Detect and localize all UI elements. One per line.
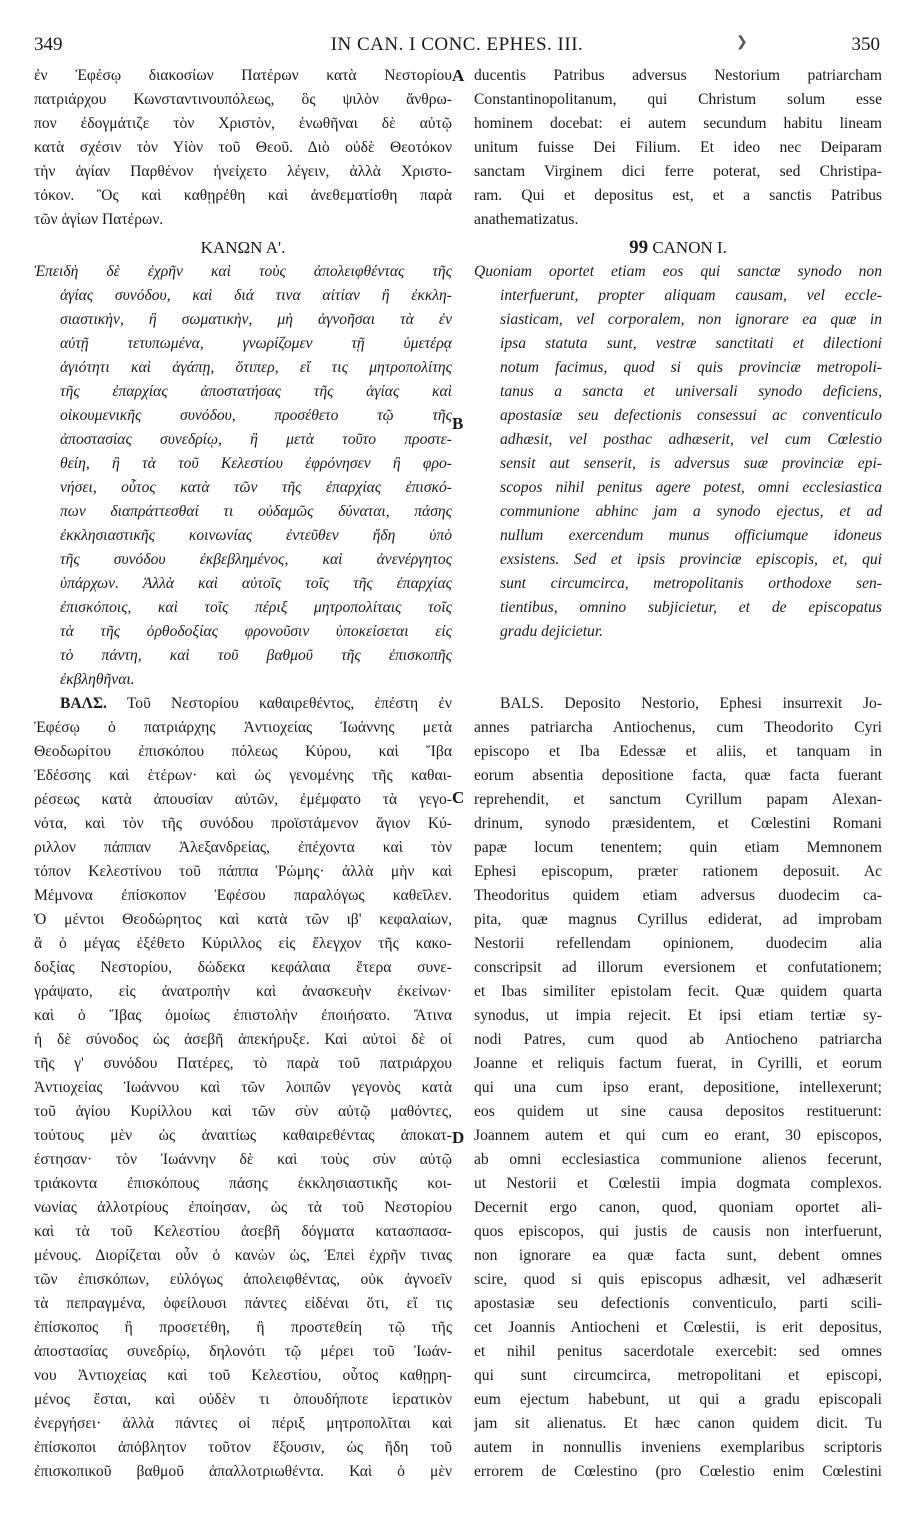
text-line: τῆς γ' συνόδου Πατέρες, τὸ παρὰ τοῦ πατριάρχου [34, 1055, 452, 1072]
text-line: quos episcopos, qui justis de causis non interfuerunt, [474, 1223, 882, 1240]
greek-canon-heading [34, 236, 452, 260]
text-line: qui sunt circumcirca, metropolitani et episcopi, [474, 1367, 882, 1384]
text-line: sanctam Virginem dici ferre poterat, sed Christipa- [474, 163, 882, 180]
margin-letter-d: D [452, 1128, 465, 1147]
text-line: νωνίας ἀλλοτρίους ἐποίησαν, ὡς τὰ τοῦ Νεστορίου [34, 1199, 452, 1216]
latin-intro [474, 64, 882, 232]
margin-letter-b: B [452, 414, 464, 433]
text-line: μένους. Διορίζεται οὖν ὁ κανὼν ὡς, Ἐπεὶ ἐχρῆν τινας [34, 1247, 452, 1264]
text-line: pita, quæ magnus Cyrillus ediderat, ad improbam [474, 911, 882, 928]
page-number-left: 349 [34, 34, 63, 55]
text-line: τὰ πεπραγμένα, ὀφείλουσι πάντες εἰδέναι ὅτι, εἴ τις [34, 1295, 452, 1312]
text-line: τόπον Κελεστίνου τοῦ πάππα Ῥώμης· ἀλλὰ μὴν καὶ [34, 863, 452, 880]
greek-canon-title: ΚΑΝΩΝ Α'. [200, 238, 286, 257]
text-line: annes patriarcha Antiochenus, cum Theodorito Cyri [474, 719, 882, 736]
text-line: ἁγίας συνόδου, καὶ διά τινα αἰτίαν ἢ ἐκκλη- [60, 287, 452, 304]
text-line: drinum, synodo præsidentem, et Cœlestini Romani [474, 815, 882, 832]
text-line: Quoniam oportet etiam eos qui sanctæ synodo non [474, 263, 882, 280]
text-line: conscripsit ad illorum eversionem et confutationem; [474, 959, 882, 976]
text-line: cet Joannis Antiocheni et Cœlestii, is erit depositus, [474, 1319, 882, 1336]
latin-canon-title-line [474, 236, 882, 260]
text-line: ram. Qui et depositus est, et a sanctis Patribus [474, 187, 882, 204]
text-line: ὑπάρχων. Ἀλλὰ καὶ αὐτοῖς τοῖς τῆς ἐπαρχίας [60, 575, 452, 592]
text-line: τόκον. Ὃς καὶ καθῃρέθη καὶ ἀνεθεματίσθη παρὰ [34, 187, 452, 204]
text-line: scire, quod si quis episcopus adhæsit, vel adhæserit [474, 1271, 882, 1288]
text-line: πον ἐδογμάτιζε τὸν Χριστὸν, ἑνωθῆναι δὲ αὐτῷ [34, 115, 452, 132]
text-line: νήσει, οὗτος κατὰ τῶν τῆς ἐπαρχίας ἐπισκό- [60, 479, 452, 496]
text-line [474, 692, 882, 716]
text-line: Ephesi episcopum, præter rationem deposuit. Ac [474, 863, 882, 880]
text-line: Ἀντιοχείας Ἰωάννου καὶ τῶν λοιπῶν γεγονὸς κατὰ [34, 1079, 452, 1096]
text-line: ἐπίσκοποι ἀπόβλητον τοῦτον ἕξουσιν, ὡς ἤδη τοῦ [34, 1439, 452, 1456]
text-line: ἃ ὁ μέγας ἐξέθετο Κύριλλος εἰς ἔλεγχον τῆς κακο- [34, 935, 452, 952]
text-line: ἡ δὲ σύνοδος ὡς ἀσεβῆ ἀπεκήρυξε. Καὶ αὐτοὶ δὲ οἱ [34, 1031, 452, 1048]
text-line: ἐνεργήσει· ἀλλὰ πάντες οἱ πέριξ μητροπολῖται καὶ [34, 1415, 452, 1432]
text-line: θείη, ἢ τὰ τοῦ Κελεστίου ἐφρόνησεν ἢ φρο- [60, 455, 452, 472]
text-line: τοῦ ἁγίου Κυρίλλου καὶ τῶν σὺν αὐτῷ μαθόντες, [34, 1103, 452, 1120]
text-line: γράψατο, εἰς ἀνατροπὴν καὶ ἀνασκευὴν ἐκείνων· [34, 983, 452, 1000]
text-line: ab omni ecclesiastica communione alienos fecerunt, [474, 1151, 882, 1168]
page-number-right: 350 [851, 34, 880, 55]
text-line: τούτους μὲν ὡς ἀναιτίως καθαιρεθέντας ἀποκατ- [34, 1127, 452, 1144]
text-line: nodi Patres, cum quod ab Antiocheno patriarcha [474, 1031, 882, 1048]
running-title: IN CAN. I CONC. EPHES. III. [330, 34, 584, 55]
text-line: καὶ ὁ Ἴβας ὁμοίως ἐπιστολὴν ἐποιήσατο. Ἅτινα [34, 1007, 452, 1024]
text-line: ρέσεως κατὰ ἀπουσίαν αὐτῶν, ἐμέμφατο τὰ γεγο- [34, 791, 452, 808]
text-line: τριάκοντα ἐπισκόπους πάσης ἐκκλησιαστικῆς κοι- [34, 1175, 452, 1192]
text-line: νου Ἀντιοχείας καὶ τοῦ Κελεστίου, οὗτος καθῃρη- [34, 1367, 452, 1384]
text-line: ἀποστασίας συνεδρίῳ, ἢ μετὰ τοῦτο προστε- [60, 431, 452, 448]
text-line: eos quidem ut sine causa depositos restituerunt: [474, 1103, 882, 1120]
text-line: anathematizatus. [474, 211, 579, 228]
latin-canon-title: CANON I. [652, 238, 727, 257]
text-line: τὰ τῆς ὀρθοδοξίας φρονοῦσιν ὑποκείσεται εἰς [60, 623, 452, 640]
text-line: τὴν ἁγίαν Παρθένον ἠνείχετο λέγειν, ἀλλὰ Χριστο- [34, 163, 452, 180]
text-line: eum ejectum habebunt, ut qui a gradu episcopali [474, 1391, 882, 1408]
canon-number: 99 [629, 237, 649, 258]
text-line: episcopo et Iba Edessæ et aliis, et tanquam in [474, 743, 882, 760]
text-line: τὸ πάντη, καὶ τοῦ βαθμοῦ τῆς ἐπισκοπῆς [60, 647, 452, 664]
text-line: ριλλον πάππαν Ἀλεξανδρείας, ἐπέχοντα καὶ τὸν [34, 839, 452, 856]
text-line: Ὁ μέντοι Θεοδώρητος καὶ κατὰ τῶν ιβ' κεφαλαίων, [34, 911, 452, 928]
latin-canon-heading [474, 236, 882, 260]
text-line: τῆς ἐπαρχίας ἀποστατήσας τῆς ἁγίας καὶ [60, 383, 452, 400]
text-line: et nihil penitus sacerdotale exercebit: sed omnes [474, 1343, 882, 1360]
text-line: πων διαπράττεσθαί τι οὐδαμῶς δύναται, πάσης [60, 503, 452, 520]
text-line: siasticam, vel corporalem, non ignorare ea quæ in [500, 311, 882, 328]
text-line: autem in nonnullis inveniens exemplaribus scriptoris [474, 1439, 882, 1456]
text-line: Μέμνονα ἐπίσκοπον Ἐφέσου παραλόγως καθεῖλεν. [34, 887, 452, 904]
text-line: apostasiæ seu defectionis consessui ac conventiculo [500, 407, 882, 424]
text-line: communione abhinc jam a synodo ejectus, et ad [500, 503, 882, 520]
text-line: ἐπίσκοπος ἢ προσετέθη, ἢ προστεθείη τῷ τῆς [34, 1319, 452, 1336]
greek-canon-text [34, 260, 452, 692]
text-line: scopos nihil penitus agere potest, omni ecclesiastica [500, 479, 882, 496]
text-line: nullum exercendum munus officiumque idoneus [500, 527, 882, 544]
text-line: tientibus, omnino subjicietur, et de episcopatus [500, 599, 882, 616]
text-line: καὶ τὰ τοῦ Κελεστίου ἀσεβῆ δόγματα κατασπασα- [34, 1223, 452, 1240]
print-speck: ❯ [736, 35, 748, 50]
text-line: Nestorii refellendam opinionem, duodecim alia [474, 935, 882, 952]
text-line [34, 692, 452, 716]
text-line: interfuerunt, propter aliquam causam, vel eccle- [500, 287, 882, 304]
latin-commentary [474, 692, 882, 1484]
text-line: reprehendit, et sanctum Cyrillum papam Alexan- [474, 791, 882, 808]
text-line: Θεοδωρίτου ἐπισκόπου πόλεως Κύρου, καὶ Ἴβα [34, 743, 452, 760]
text-line: synodus, ut impia rejecit. Et ipsi etiam tertiæ sy- [474, 1007, 882, 1024]
text-line: ἐπισκόποις, καὶ τοῖς πέριξ μητροπολίταις τοῖς [60, 599, 452, 616]
text-line: jam sit alienatus. Et hæc canon quidem dicit. Tu [474, 1415, 882, 1432]
text-line: ἐν Ἐφέσῳ διακοσίων Πατέρων κατὰ Νεστορίου [34, 67, 452, 84]
text-line: ἐκκλησιαστικῆς κοινωνίας ἐντεῦθεν ἤδη ὑπὸ [60, 527, 452, 544]
text-line: Constantinopolitanum, qui Christum solum esse [474, 91, 882, 108]
greek-commentary [34, 692, 452, 1484]
text-line: Ἐδέσσης καὶ ἑτέρων· καὶ ὡς γενομένης τῆς καθαι- [34, 767, 452, 784]
latin-canon-text [474, 260, 882, 644]
text-line: unitum fuisse Dei Filium. Et ideo nec Deiparam [474, 139, 882, 156]
text-line: αὐτῇ τετυπωμένα, γνωρίζομεν τῇ ὑμετέρᾳ [60, 335, 452, 352]
text-line: ἁγιότητι καὶ ἀγάπῃ, ὅτιπερ, εἴ τις μητροπολίτης [60, 359, 452, 376]
text-line: tanus a sancta et universali synodo deficiens, [500, 383, 882, 400]
text-line: papæ locum tenentem; quin etiam Memnonem [474, 839, 882, 856]
text-line: ἐκβληθῆναι. [60, 671, 135, 688]
text-line: τῶν ἁγίων Πατέρων. [34, 211, 164, 228]
text-line: apostasiæ seu defectionis conventiculo, parti scili- [474, 1295, 882, 1312]
text-line: qui una cum ipso erant, depositione, intellexerunt; [474, 1079, 882, 1096]
text-line: ἐπισκοπικοῦ βαθμοῦ ἀπαλλοτριωθέντα. Καὶ ὁ μὲν [34, 1463, 452, 1480]
text-line: νότα, καὶ τὸν τῆς συνόδου προϊστάμενον ἅγιον Κύ- [34, 815, 452, 832]
text-line: Ἐφέσῳ ὁ πατριάρχης Ἀντιοχείας Ἰωάννης μετὰ [34, 719, 452, 736]
margin-letter-a: A [452, 66, 465, 85]
text-line: Joanne et reliquis factum fuerat, in Cyrilli, et eorum [474, 1055, 882, 1072]
text-line: hominem docebat: ei autem secundum habitu lineam [474, 115, 882, 132]
commentary-label: ΒΑΛΣ. [60, 695, 107, 712]
text-line: sensit aut senserit, is adversus suæ provinciæ epi- [500, 455, 882, 472]
text-line: ἀποστασίας συνεδρίῳ, δηλονότι τῷ μέρει τοῦ Ἰωάν- [34, 1343, 452, 1360]
text-line: Theodoritus quidem etiam adversus duodecim ca- [474, 887, 882, 904]
text-line-body: Deposito Nestorio, Ephesi insurrexit Jo- [564, 695, 882, 712]
text-line: adhæsit, vel posthac adhæserit, vel cum Cœlestio [500, 431, 882, 448]
commentary-label: BALS. [500, 695, 544, 712]
text-line: κατὰ σχέσιν τὸν Υἱὸν τοῦ Θεοῦ. Διὸ οὐδὲ Θεοτόκον [34, 139, 452, 156]
text-line: gradu dejicietur. [500, 623, 604, 640]
text-line: πατριάρχου Κωνσταντινουπόλεως, ὃς ψιλὸν ἄνθρω- [34, 91, 452, 108]
text-line: τῆς συνόδου ἐκβεβλημένος, καὶ ἀνενέργητος [60, 551, 452, 568]
text-line-body: Τοῦ Νεστορίου καθαιρεθέντος, ἐπέστη ἐν [126, 695, 452, 712]
text-line: Decernit ergo canon, quod, quoniam oportet ali- [474, 1199, 882, 1216]
text-line: τῶν ἐπισκόπων, εὐλόγως ἀπολειφθέντας, οὐκ ἀγνοεῖν [34, 1271, 452, 1288]
text-line: μένος ἔσται, καὶ οὐδὲν τι ὁπουδήποτε ἱερατικὸν [34, 1391, 452, 1408]
text-line: οἰκουμενικῆς συνόδου, προσέθετο τῷ τῆς [60, 407, 452, 424]
text-line: non ignorare ea quæ facta sunt, debent omnes [474, 1247, 882, 1264]
text-line: έστησαν· τὸν Ἰωάννην δὲ καὶ τοὺς σὺν αὐτῷ [34, 1151, 452, 1168]
text-line: δοξίας Νεστορίου, δώδεκα κεφάλαια ἕτερα συνε- [34, 959, 452, 976]
text-line: ducentis Patribus adversus Nestorium patriarcham [474, 67, 882, 84]
running-header [34, 34, 880, 58]
text-line: ut Nestorii et Cœlestii impia dogmata complexos. [474, 1175, 882, 1192]
text-line: σιαστικὴν, ἢ σωματικὴν, μὴ ἀγνοῆσαι τὰ ἐν [60, 311, 452, 328]
text-line: errorem de Cœlestino (pro Cœlestio enim Cœlestini [474, 1463, 882, 1480]
text-line: sunt circumcirca, metropolitanis orthodoxe sen- [500, 575, 882, 592]
text-line: notum facimus, quod si quis provinciæ metropoli- [500, 359, 882, 376]
greek-intro [34, 64, 452, 232]
margin-letter-c: C [452, 788, 465, 807]
text-line: exsistens. Sed et ipsis provinciæ episcopis, et, qui [500, 551, 882, 568]
text-line: Joannem autem et qui cum eo erant, 30 episcopos, [474, 1127, 882, 1144]
text-line: et Ibas similiter epistolam fecit. Quæ quidem quarta [474, 983, 882, 1000]
text-line: eorum absentia depositione facta, quæ facta fuerant [474, 767, 882, 784]
text-line: Ἐπειδὴ δὲ ἐχρῆν καὶ τοὺς ἀπολειφθέντας τῆς [34, 263, 452, 280]
text-line: ipsa statuta sunt, vestræ sanctitati et dilectioni [500, 335, 882, 352]
